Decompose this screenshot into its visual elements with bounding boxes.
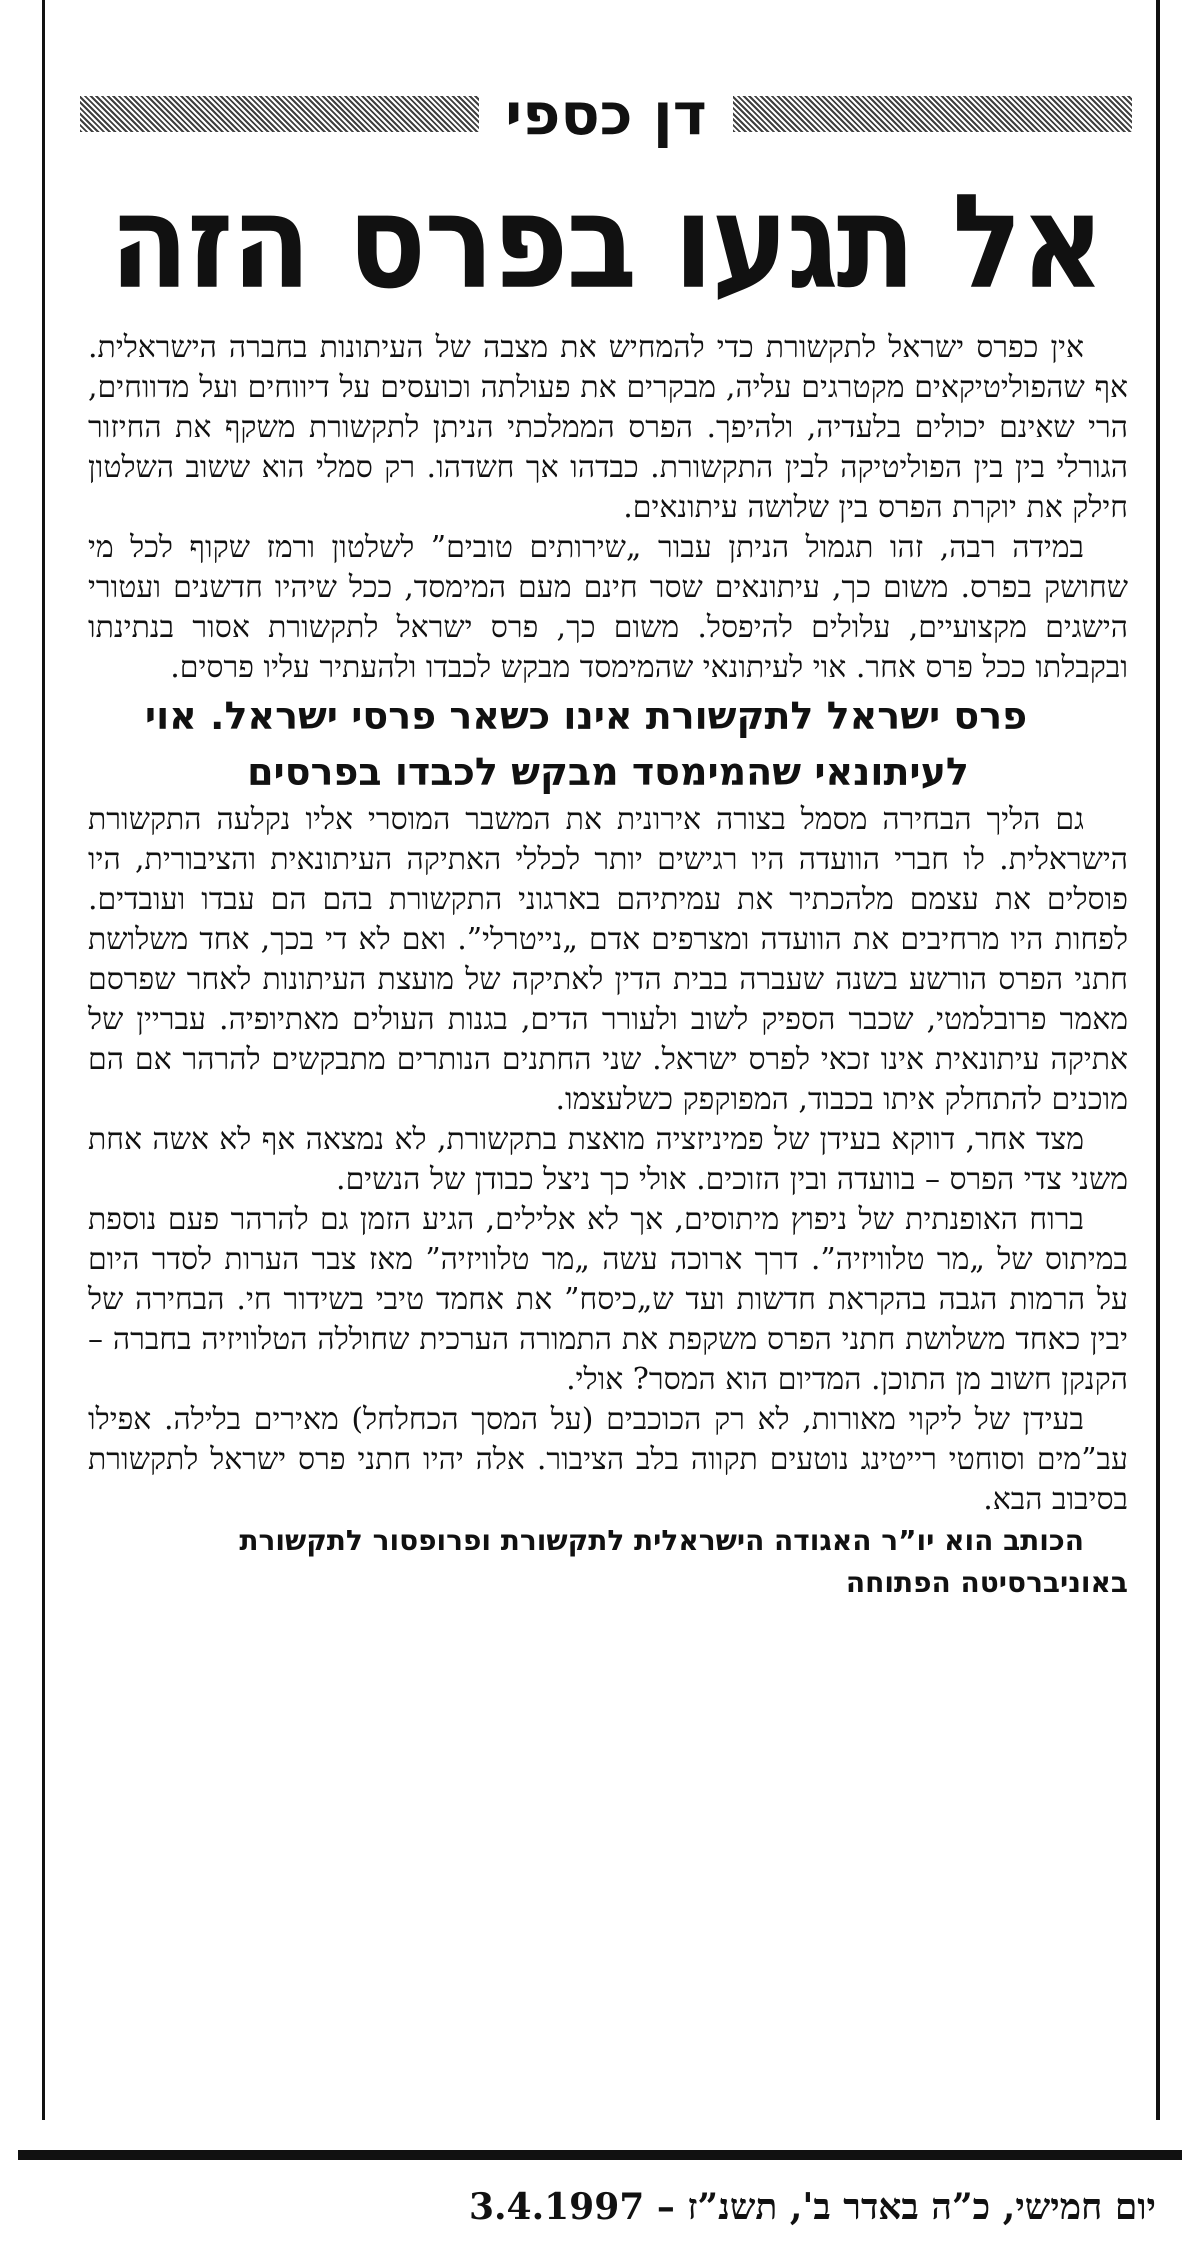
paragraph: במידה רבה, זהו תגמול הניתן עבור „שירותים טובים” לשלטון ורמז שקוף לכל מי שחושק בפרס. משום כך, עיתונאים שסר חינם מעם המימסד, ככל שיהיו חדשנים ועטורי הישגים מקצועיים, עלולים להיפסל. משום כך, פרס ישראל לתקשורת אסור בנתינתו ובקבלתו ככל פרס אחר. אוי לעיתונאי שהמימסד מבקש לכבדו ולהעתיר עליו פרסים. (88, 530, 1128, 685)
bottom-rule (18, 2150, 1182, 2160)
paragraph: אין כפרס ישראל לתקשורת כדי להמחיש את מצבה של העיתונות בחברה הישראלית. אף שהפוליטיקאים מקטרגים עליה, מבקרים את פעולתה וכועסים על דיווחים ועל מדווחים, הרי שאינם יכולים בלעדיה, ולהיפך. הפרס הממלכתי הניתן לתקשורת משקף את החיזור הגורלי בין בין הפוליטיקה לבין התקשורת. כבדהו אך חשדהו. רק סמלי הוא ששוב השלטון חילק את יוקרת הפרס בין שלושה עיתונאים. (88, 330, 1128, 525)
author-note: הכותב הוא יו”ר האגודה הישראלית לתקשורת ופרופסור לתקשורת באוניברסיטה הפתוחה (239, 1524, 1128, 1599)
paragraph: בעידן של ליקוי מאורות, לא רק הכוכבים (על המסך הכחלחל) מאירים בלילה. אפילו עב”מים וסוחטי רייטינג נוטעים תקווה בלב הציבור. אלה יהיו חתני פרס ישראל לתקשורת בסיבוב הבא. (88, 1402, 1128, 1517)
article-body (88, 328, 1128, 1604)
byline-bar (80, 80, 1132, 148)
pull-quote: פרס ישראל לתקשורת אינו כשאר פרסי ישראל. אוי לעיתונאי שהמימסד מבקש לכבדו בפרסים (144, 694, 1028, 794)
headline: אל תגעו בפרס הזה (109, 166, 1103, 319)
author-byline: דן כספי (505, 80, 707, 148)
dateline: יום חמישי, כ”ה באדר ב', תשנ”ז – 3.4.1997 (468, 2186, 1156, 2228)
byline-hatch-left (80, 96, 479, 132)
paragraph: ברוח האופנתית של ניפוץ מיתוסים, אך לא אלילים, הגיע הזמן גם להרהר פעם נוספת במיתוס של „מר טלוויזיה”. דרך ארוכה עשה „מר טלוויזיה” מאז צבר הערות לסדר היום על הרמות הגבה בהקראת חדשות ועד ש„כיסח” את אחמד טיבי בשידור חי. הבחירה של יבין כאחד משלושת חתני הפרס משקפת את התמורה הערכית שחוללה הטלוויזיה בחברה – הקנקן חשוב מן התוכן. המדיום הוא המסר? אולי. (88, 1202, 1128, 1397)
paragraph: גם הליך הבחירה מסמל בצורה אירונית את המשבר המוסרי אליו נקלעה התקשורת הישראלית. לו חברי הוועדה היו רגישים יותר לכללי האתיקה העיתונאית והציבורית, היו פוסלים את עצמם מלהכתיר את עמיתיהם בארגוני התקשורת בהם הם עבדו ועובדים. לפחות היו מרחיבים את הוועדה ומצרפים אדם „נייטרלי”. ואם לא די בכך, אחד משלושת חתני הפרס הורשע בשנה שעברה בבית הדין לאתיקה של מועצת העיתונות לאחר שפרסם מאמר פרובלמטי, שכבר הספיק לשוב ולעורר הדים, בגנות העולים מאתיופיה. עבריין של אתיקה עיתונאית אינו זכאי לפרס ישראל. שני החתנים הנותרים מתבקשים להרהר אם הם מוכנים להתחלק איתו בכבוד, המפוקפק כשלעצמו. (88, 802, 1128, 1117)
paragraph: מצד אחר, דווקא בעידן של פמיניזציה מואצת בתקשורת, לא נמצאה אף לא אשה אחת משני צדי הפרס – בוועדה ובין הזוכים. אולי כך ניצל כבודן של הנשים. (88, 1122, 1128, 1197)
byline-hatch-right (733, 96, 1132, 132)
